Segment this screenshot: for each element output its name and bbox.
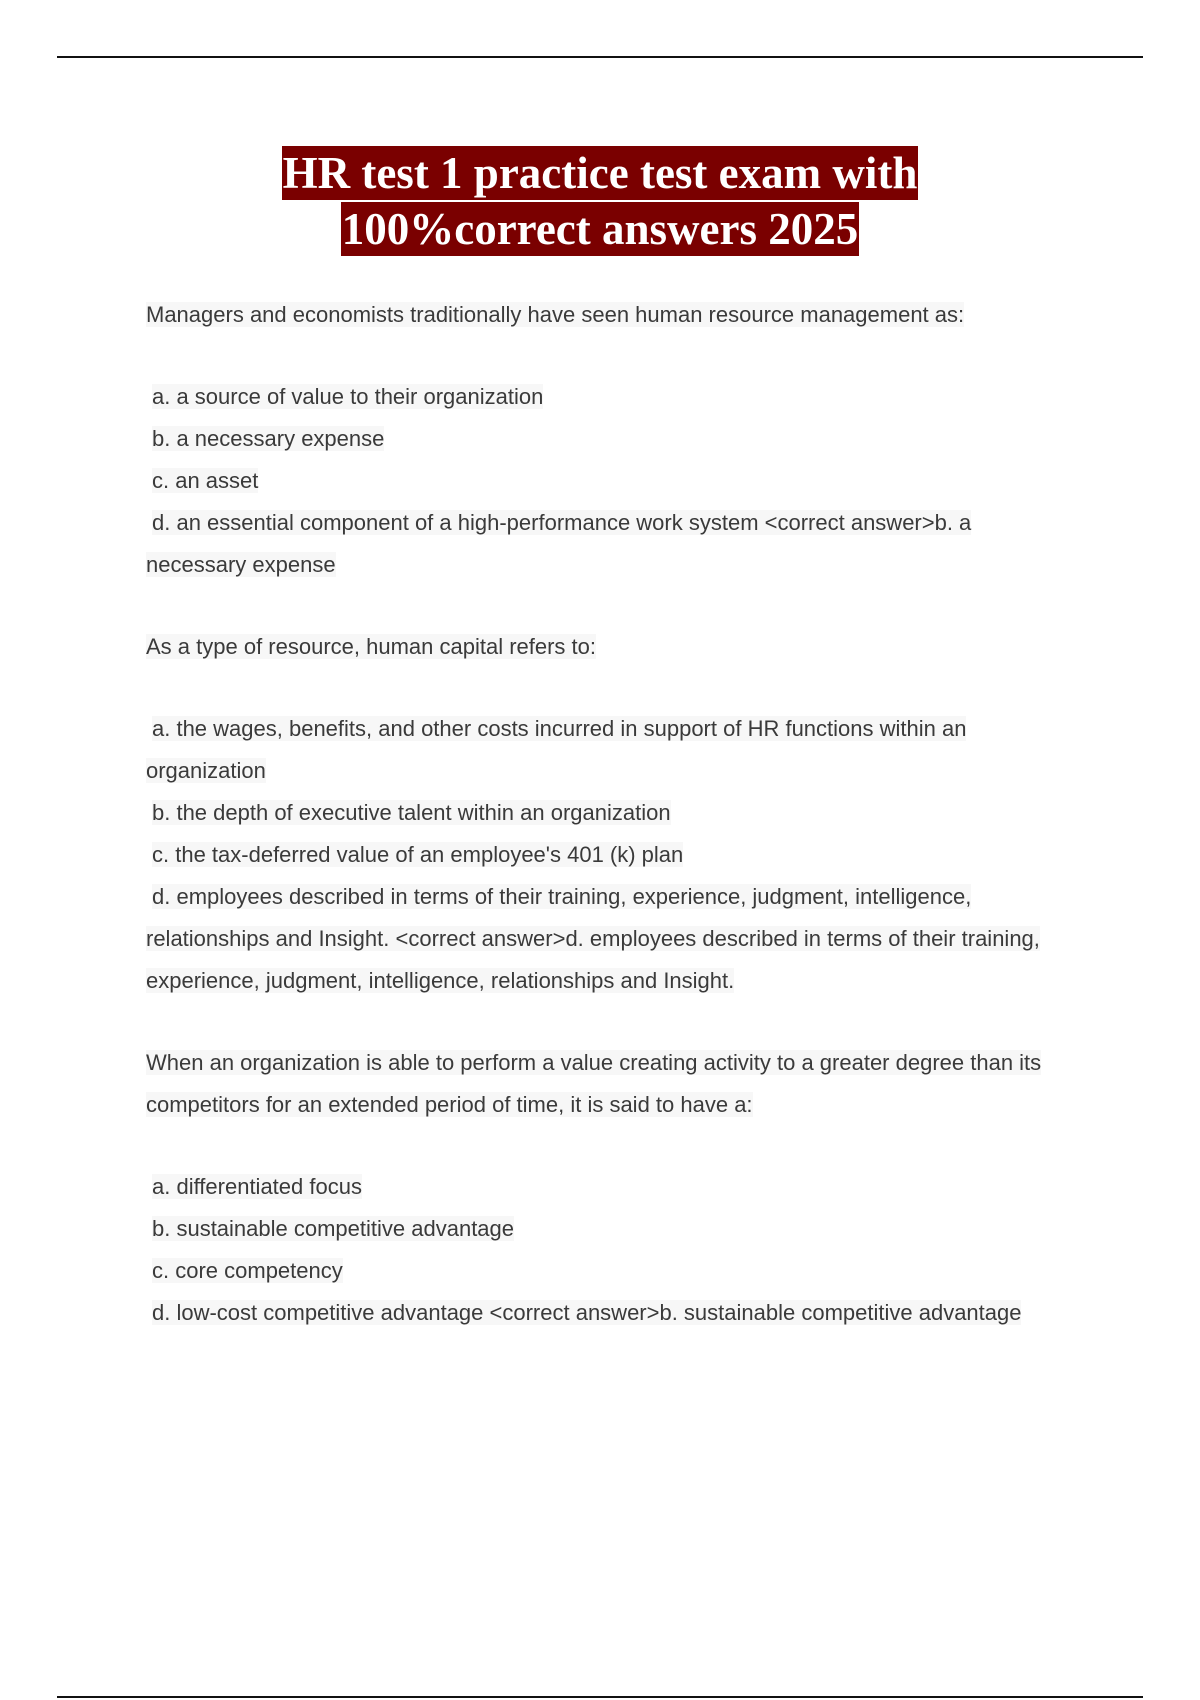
- question-block-2: [146, 626, 1066, 1002]
- option-item: a. the wages, benefits, and other costs incurred in support of HR functions within an organization: [146, 716, 967, 783]
- option-item: c. an asset: [152, 468, 259, 493]
- question-block-1: [146, 294, 1066, 586]
- option-item: d. low-cost competitive advantage <correct answer>b. sustainable competitive advantage: [152, 1300, 1022, 1325]
- option-item: b. a necessary expense: [152, 426, 385, 451]
- option-item: c. the tax-deferred value of an employee's 401 (k) plan: [152, 842, 684, 867]
- document-title: [0, 146, 1200, 256]
- bottom-rule: [57, 1696, 1143, 1698]
- question-prompt: Managers and economists traditionally have seen human resource management as:: [146, 302, 965, 327]
- title-line-1: HR test 1 practice test exam with: [282, 148, 918, 198]
- option-item: c. core competency: [152, 1258, 343, 1283]
- title-line-2: 100%correct answers 2025: [341, 204, 859, 254]
- option-item: d. employees described in terms of their training, experience, judgment, intelligence, relationships and Insight. <correct answer>d. employees described in terms of their training, experience, judgment, intelligence, relationships and Insight.: [146, 884, 1040, 993]
- document-body: [146, 294, 1066, 1374]
- question-prompt: When an organization is able to perform a value creating activity to a greater degree than its competitors for an extended period of time, it is said to have a:: [146, 1050, 1042, 1117]
- option-item: b. sustainable competitive advantage: [152, 1216, 515, 1241]
- option-item: d. an essential component of a high-performance work system <correct answer>b. a necessary expense: [146, 510, 972, 577]
- option-item: b. the depth of executive talent within an organization: [152, 800, 671, 825]
- option-item: a. differentiated focus: [152, 1174, 362, 1199]
- option-item: a. a source of value to their organization: [152, 384, 544, 409]
- option-list: [146, 376, 1066, 586]
- option-list: [146, 1166, 1066, 1334]
- question-prompt: As a type of resource, human capital refers to:: [146, 634, 597, 659]
- question-block-3: [146, 1042, 1066, 1334]
- top-rule: [57, 56, 1143, 58]
- option-list: [146, 708, 1066, 1002]
